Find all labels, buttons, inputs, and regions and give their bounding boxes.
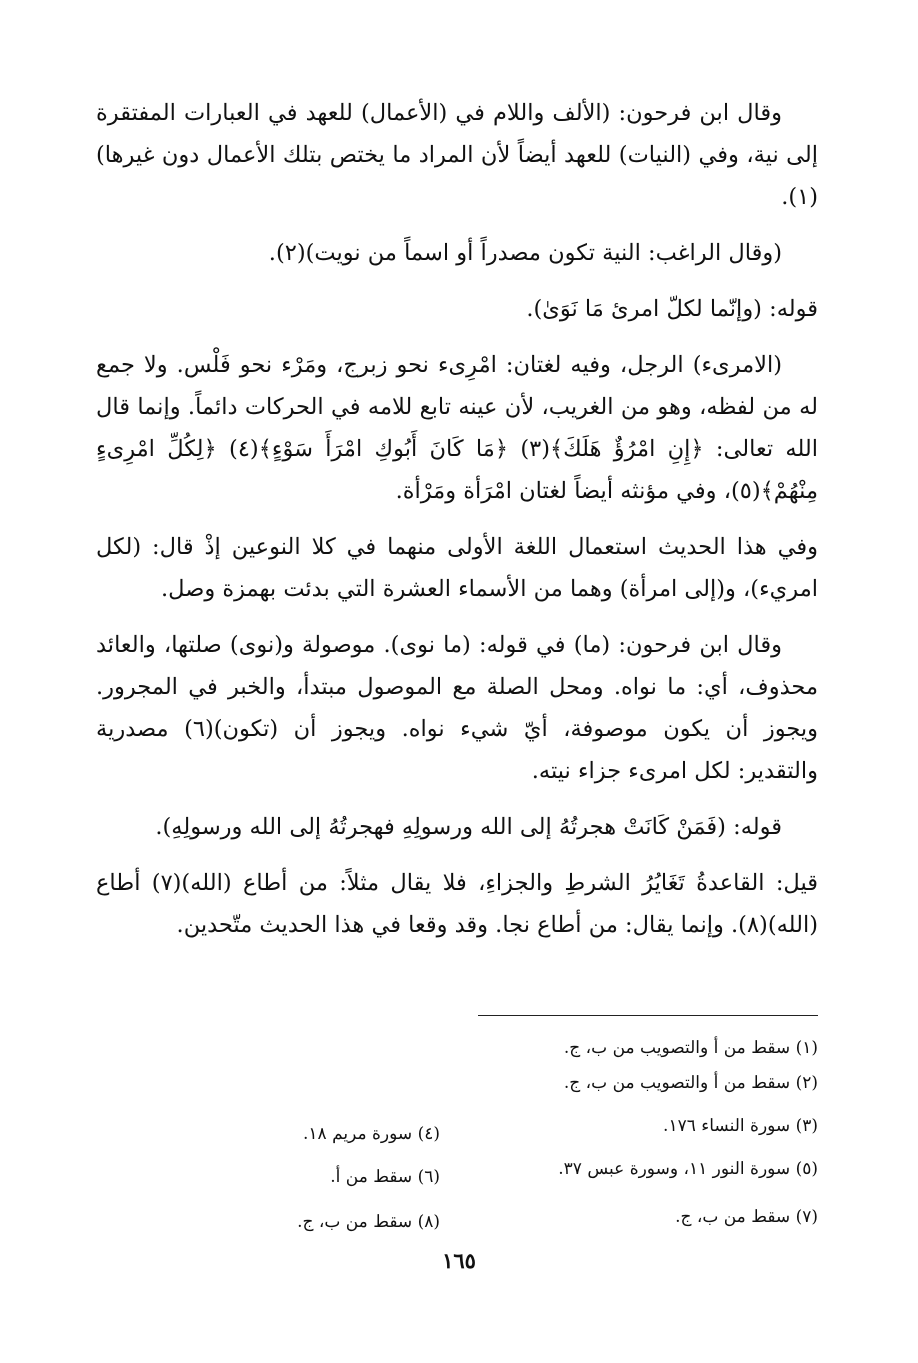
- paragraph-ibn-farhun-2: وقال ابن فرحون: (ما) في قوله: (ما نوى). موصولة و(نوى) صلتها، والعائد محذوف، أي: ما نواه. ومحل الصلة مع الموصول مبتدأ، والخبر في المجرور. ويجوز أن يكون موصوفة، أيّ شيء نواه. ويجوز أن (تكون)(٦) مصدرية والتقدير: لكل امرىء جزاء نيته.: [96, 632, 818, 784]
- paragraph-ibn-farhun-1: وقال ابن فرحون: (الألف واللام في (الأعمال) للعهد في العبارات المفتقرة إلى نية، وفي (النيات) للعهد أيضاً لأن المراد ما يختص بتلك الأعمال دون غيرها)(١).: [96, 100, 818, 210]
- paragraph-qawluh-1: قوله: (وإنّما لكلّ امرئ مَا نَوَىٰ).: [526, 296, 818, 322]
- footnote-8: (٨) سقط من ب، ج.: [297, 1212, 440, 1232]
- paragraph-hadith-usage: وفي هذا الحديث استعمال اللغة الأولى منهما في كلا النوعين إذْ قال: (لكل امريء)، و(إلى امرأة) وهما من الأسماء العشرة التي بدئت بهمزة وصل.: [96, 534, 818, 602]
- footnote-5: (٥) سورة النور ١١، وسورة عبس ٣٧.: [558, 1159, 818, 1179]
- footnote-2: (٢) سقط من أ والتصويب من ب، ج.: [563, 1073, 818, 1093]
- main-text: [96, 92, 818, 946]
- paragraph-qawluh-2: قوله: (فَمَنْ كَانَتْ هجرتُهُ إلى الله ورسولِهِ فهجرتُهُ إلى الله ورسولِهِ).: [155, 814, 782, 840]
- page-number: ١٦٥: [442, 1248, 476, 1273]
- footnote-1: (١) سقط من أ والتصويب من ب، ج.: [563, 1038, 818, 1058]
- footnote-4: (٤) سورة مريم ١٨.: [303, 1124, 440, 1144]
- footnote-3: (٣) سورة النساء ١٧٦.: [663, 1116, 818, 1136]
- paragraph-raghib: (وقال الراغب: النية تكون مصدراً أو اسماً من نويت)(٢).: [268, 240, 782, 266]
- footnote-6: (٦) سقط من أ.: [330, 1167, 440, 1187]
- paragraph-imru: (الامرىء) الرجل، وفيه لغتان: امْرِىء نحو زبرج، ومَرْء نحو فَلْس. ولا جمع له من لفظه، وهو من الغريب، لأن عينه تابع للامه في الحركات دائماً. وإنما قال الله تعالى: ﴿إِنِ امْرُؤٌ هَلَكَ﴾(٣) ﴿مَا كَانَ أَبُوكِ امْرَأَ سَوْءٍ﴾(٤) ﴿لِكُلِّ امْرِىءٍ مِنْهُمْ﴾(٥)، وفي مؤنثه أيضاً لغتان امْرَأة ومَرْأة.: [96, 352, 819, 504]
- footnote-separator: [478, 1015, 818, 1016]
- footnote-7: (٧) سقط من ب، ج.: [675, 1207, 818, 1227]
- paragraph-qila: قيل: القاعدةُ تَغَايُرُ الشرطِ والجزاءِ، فلا يقال مثلاً: من أطاع (الله)(٧) أطاع (الله)(٨). وإنما يقال: من أطاع نجا. وقد وقعا في هذا الحديث متّحدين.: [96, 870, 819, 938]
